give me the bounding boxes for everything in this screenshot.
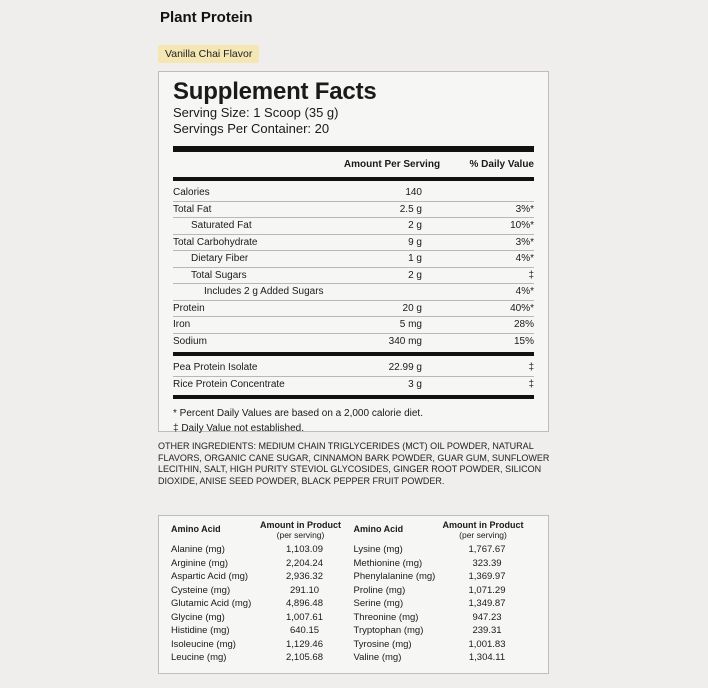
amino-row: Cysteine (mg) 291.10 xyxy=(171,584,320,596)
servings-per-container: Servings Per Container: 20 xyxy=(173,121,330,136)
facts-row-rice-protein: Rice Protein Concentrate 3 g ‡ xyxy=(173,379,534,391)
amino-row: Lysine (mg) 1,767.67 xyxy=(353,544,506,556)
amino-row: Isoleucine (mg) 1,129.46 xyxy=(171,638,323,650)
footnote-daily-values: * Percent Daily Values are based on a 2,000 calorie diet. xyxy=(173,408,423,419)
facts-row-saturated-fat: Saturated Fat 2 g 10%* xyxy=(173,218,534,235)
amino-row: Threonine (mg) 947.23 xyxy=(353,611,502,623)
facts-row-sodium: Sodium 340 mg 15% xyxy=(173,336,534,348)
facts-row-added-sugars: Includes 2 g Added Sugars 4%* xyxy=(173,284,534,301)
facts-row-calories: Calories 140 xyxy=(173,185,534,202)
facts-row-iron: Iron 5 mg 28% xyxy=(173,317,534,334)
facts-row-total-sugars: Total Sugars 2 g ‡ xyxy=(173,268,534,285)
amino-row: Methionine (mg) 323.39 xyxy=(353,557,502,569)
amino-row: Valine (mg) 1,304.11 xyxy=(353,652,506,664)
facts-row-dietary-fiber: Dietary Fiber 1 g 4%* xyxy=(173,251,534,268)
amino-row: Histidine (mg) 640.15 xyxy=(171,625,320,637)
facts-row-total-carbohydrate: Total Carbohydrate 9 g 3%* xyxy=(173,235,534,252)
daily-value-header: % Daily Value xyxy=(469,159,534,170)
amino-row: Arginine (mg) 2,204.24 xyxy=(171,557,323,569)
amino-row: Alanine (mg) 1,103.09 xyxy=(171,544,323,556)
amino-row: Proline (mg) 1,071.29 xyxy=(353,584,506,596)
amino-row: Tryptophan (mg) 239.31 xyxy=(353,625,502,637)
facts-title: Supplement Facts xyxy=(173,78,377,105)
footnote-not-established: ‡ Daily Value not established. xyxy=(173,423,305,434)
amino-row: Serine (mg) 1,349.87 xyxy=(353,598,506,610)
divider-medium xyxy=(173,395,534,399)
amino-row: Tyrosine (mg) 1,001.83 xyxy=(353,638,506,650)
product-title: Plant Protein xyxy=(160,9,253,26)
facts-row-total-fat: Total Fat 2.5 g 3%* xyxy=(173,202,534,219)
amino-row: Leucine (mg) 2,105.68 xyxy=(171,652,323,664)
amino-acid-table xyxy=(158,515,549,674)
amino-header: Amino Acid Amount in Product (per serving) xyxy=(353,520,524,540)
serving-size: Serving Size: 1 Scoop (35 g) xyxy=(173,105,339,120)
amino-row: Glutamic Acid (mg) 4,896.48 xyxy=(171,598,323,610)
facts-row-protein: Protein 20 g 40%* xyxy=(173,301,534,318)
supplement-facts-panel xyxy=(158,71,549,432)
facts-row-pea-protein: Pea Protein Isolate 22.99 g ‡ xyxy=(173,360,534,377)
facts-header-row xyxy=(173,152,534,177)
flavor-badge: Vanilla Chai Flavor xyxy=(158,45,259,63)
amino-row: Phenylalanine (mg) 1,369.97 xyxy=(353,571,506,583)
amino-column-left xyxy=(171,520,354,673)
amino-row: Glycine (mg) 1,007.61 xyxy=(171,611,323,623)
amino-column-right xyxy=(354,520,537,673)
divider-medium xyxy=(173,352,534,356)
other-ingredients: OTHER INGREDIENTS: MEDIUM CHAIN TRIGLYCERIDES (MCT) OIL POWDER, NATURAL FLAVORS, ORGANIC CANE SUGAR, CINNAMON BARK POWDER, GUAR GUM, SUNFLOWER LECITHIN, SALT, HIGH PURITY STEVIOL GLYCOSIDES, GINGER ROOT POWDER, SILICON DIOXIDE, ANISE SEED POWDER, BLACK PEPPER FRUIT POWDER. xyxy=(158,441,550,486)
amino-header: Amino Acid Amount in Product (per serving) xyxy=(171,520,341,540)
facts-footnotes xyxy=(173,406,534,436)
amino-row: Aspartic Acid (mg) 2,936.32 xyxy=(171,571,323,583)
divider-medium xyxy=(173,177,534,181)
amount-per-serving-header: Amount Per Serving xyxy=(343,159,441,170)
